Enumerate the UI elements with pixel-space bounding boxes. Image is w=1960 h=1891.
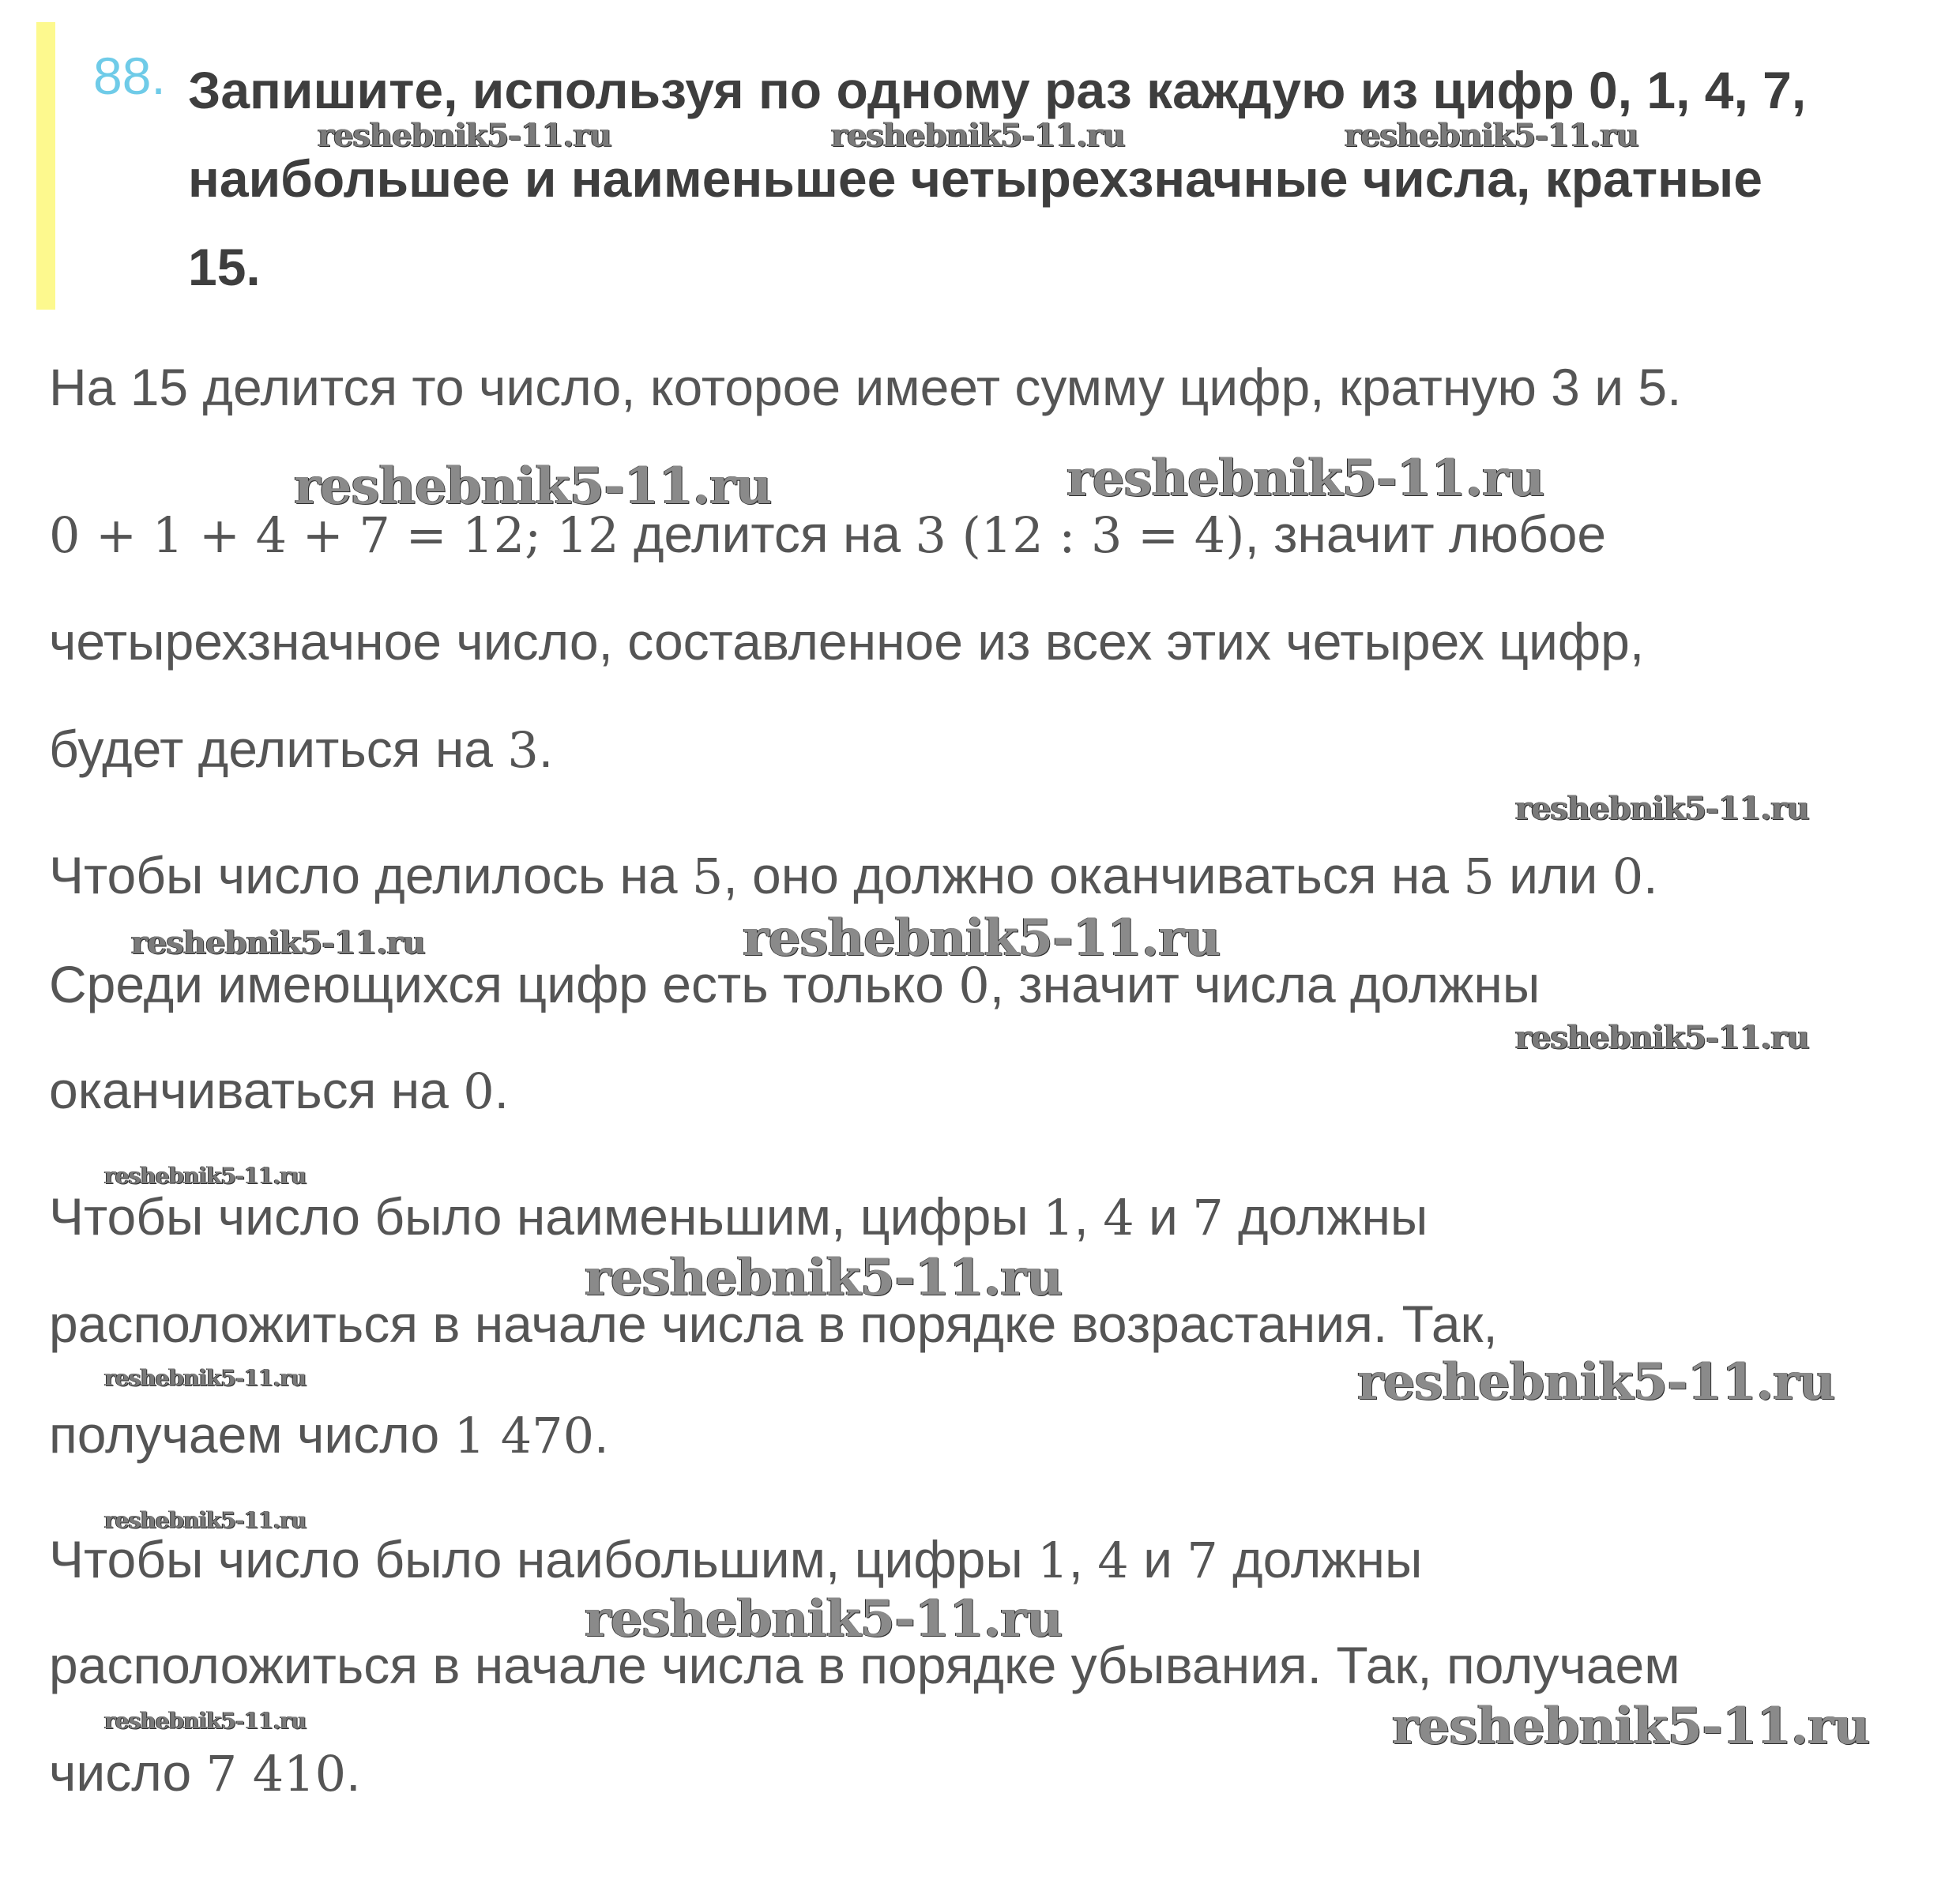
text: , значит любое [1244, 505, 1607, 563]
watermark: reshebnik5-11.ru [294, 457, 772, 516]
task-line-2: наибольшее и наименьшее четырехзначные числа, кратные [188, 149, 1762, 208]
watermark: reshebnik5-11.ru [1515, 1019, 1809, 1056]
watermark: reshebnik5-11.ru [104, 1507, 307, 1533]
number: 7 410 [205, 1745, 347, 1803]
text: , [1068, 1530, 1098, 1588]
text: делится на [619, 505, 916, 563]
text: Чтобы число делилось на [49, 846, 692, 904]
text: и [1128, 1530, 1187, 1588]
text: , оно должно оканчиваться на [723, 846, 1464, 904]
watermark: reshebnik5-11.ru [1067, 449, 1544, 508]
watermark: reshebnik5-11.ru [585, 1248, 1063, 1307]
text: . [594, 1405, 609, 1464]
accent-bar [36, 22, 55, 310]
watermark: reshebnik5-11.ru [104, 1163, 307, 1189]
number: 7 [1192, 1189, 1224, 1246]
watermark: reshebnik5-11.ru [1515, 790, 1809, 827]
solution-line-12: расположиться в начале числа в порядке убывания. Так, получаем [49, 1636, 1680, 1694]
watermark: reshebnik5-11.ru [831, 117, 1125, 154]
number: 0 [463, 1062, 495, 1120]
solution-line-11 [49, 1529, 1953, 1589]
solution-line-7 [49, 1060, 1953, 1120]
number: 1 470 [453, 1407, 595, 1464]
text: число [49, 1743, 206, 1802]
equation: 0 + 1 + 4 + 7 = 12; 12 [49, 506, 619, 564]
text: оканчиваться на [49, 1061, 464, 1119]
watermark: reshebnik5-11.ru [131, 924, 425, 961]
watermark: reshebnik5-11.ru [1357, 1352, 1835, 1412]
solution-line-3: четырехзначное число, составленное из всех этих четырех цифр, [49, 612, 1645, 671]
text: должны [1217, 1530, 1423, 1588]
watermark: reshebnik5-11.ru [585, 1589, 1063, 1649]
task-line-3: 15. [188, 238, 261, 296]
solution-line-5 [49, 845, 1953, 905]
watermark: reshebnik5-11.ru [104, 1708, 307, 1734]
number: 5 [1463, 848, 1495, 905]
solution-line-6 [49, 954, 1953, 1014]
text: получаем число [49, 1405, 454, 1464]
solution-line-8 [49, 1186, 1953, 1246]
text: , значит числа должны [989, 955, 1541, 1013]
text: Чтобы число было наименьшим, цифры [49, 1187, 1044, 1246]
text: . [494, 1061, 509, 1119]
number: 0 [1612, 848, 1644, 905]
solution-line-10 [49, 1404, 1953, 1464]
number: 5 [691, 848, 724, 905]
number: 0 [958, 957, 990, 1014]
text: Чтобы число было наибольшим, цифры [49, 1530, 1038, 1588]
text: Среди имеющихся цифр есть только [49, 955, 959, 1013]
text: . [538, 720, 554, 778]
watermark: reshebnik5-11.ru [743, 908, 1221, 968]
watermark: reshebnik5-11.ru [1345, 117, 1638, 154]
text: и [1134, 1187, 1193, 1246]
number: 7 [1187, 1532, 1218, 1589]
text: должны [1223, 1187, 1428, 1246]
watermark: reshebnik5-11.ru [318, 117, 611, 154]
solution-line-4 [49, 719, 1953, 779]
number: 1 [1037, 1532, 1069, 1589]
watermark: reshebnik5-11.ru [1392, 1697, 1870, 1756]
watermark: reshebnik5-11.ru [104, 1365, 307, 1391]
task-line-1: Запишите, используя по одному раз каждую из цифр 0, 1, 4, 7, [188, 61, 1807, 119]
solution-line-9: расположиться в начале числа в порядке возрастания. Так, [49, 1295, 1498, 1353]
number: 4 [1097, 1532, 1129, 1589]
solution-line-1: На 15 делится то число, которое имеет сумму цифр, кратную 3 и 5. [49, 358, 1682, 416]
text: . [1643, 846, 1658, 904]
task-statement [188, 46, 1926, 311]
solution-line-13 [49, 1743, 1953, 1803]
task-number: 88. [93, 47, 166, 105]
text: будет делиться на [49, 720, 508, 778]
number: 1 [1043, 1189, 1074, 1246]
text: или [1494, 846, 1612, 904]
equation: 3 (12 : 3 = 4) [915, 506, 1245, 564]
text: . [346, 1743, 361, 1802]
number: 4 [1103, 1189, 1134, 1246]
number: 3 [507, 721, 539, 779]
text: , [1074, 1187, 1104, 1246]
solution-line-2 [49, 504, 1953, 564]
